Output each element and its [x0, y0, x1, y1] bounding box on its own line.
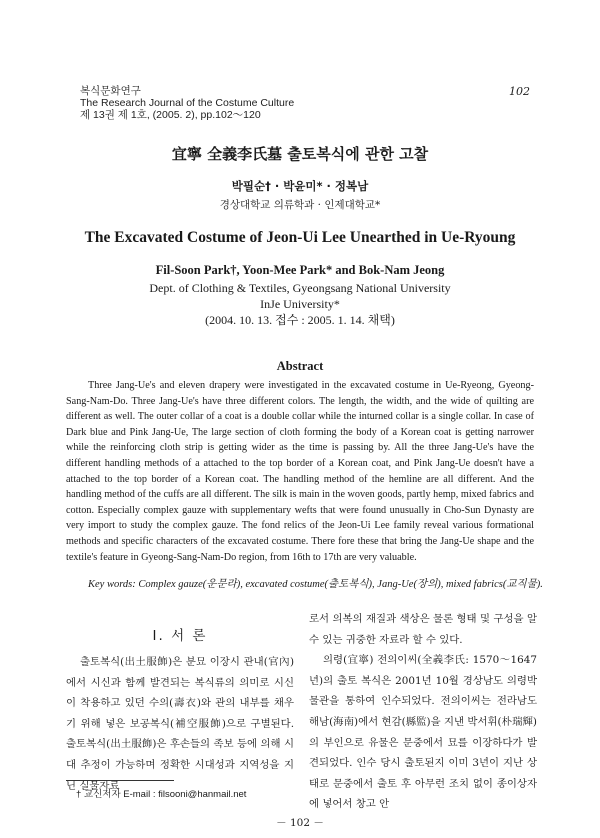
english-author-block	[0, 262, 600, 328]
body-column-right	[309, 609, 537, 815]
affiliation-en-1: Dept. of Clothing & Textiles, Gyeongsang National University	[149, 281, 451, 295]
body-paragraph: 로서 의복의 재질과 색상은 물론 형태 및 구성을 알 수 있는 귀중한 자료라 할 수 있다.	[309, 613, 537, 646]
authors-ko: 박필순† · 박윤미* · 정복남	[231, 179, 369, 193]
journal-title-ko: 복식문화연구	[80, 85, 141, 97]
affiliation-en-2: InJe University*	[260, 297, 340, 311]
paper-title-ko: 宜寧 全義李氏墓 출토복식에 관한 고찰	[171, 145, 429, 163]
journal-title-en: The Research Journal of the Costume Culture	[80, 97, 295, 109]
abstract-heading: Abstract	[276, 359, 324, 373]
body-column-left: 출토복식(出土服飾)은 분묘 이장시 관내(官內)에서 시신과 함께 발견되는 복식류의 의미로 시신이 착용하고 있던 수의(壽衣)와 관의 내부를 채우기 위해 넣은 보공복식(補空服飾)으로 구별된다. 출토복식(出土服飾)은 후손들의 족보 등에 의해 시대 추정이 가능하며 정확한 시대성과 지역성을 지닌 실물자료	[66, 656, 294, 792]
journal-header	[80, 85, 294, 121]
body-paragraph: 의령(宜寧) 전의이씨(全義李氏: 1570～1647년)의 출토 복식은 2001년 10월 경상남도 의령박물관을 통하여 인수되었다. 전의이씨는 전라남도 해남(海南)에서 현감(縣監)을 지낸 박서휘(朴瑞輝)의 부인으로 유물은 문중에서 묘를 이장하다가 발견되었다. 인수 당시 출토된지 이미 3년이 지난 상태로 문중에서 출토 후 아무런 조치 없이 종이상자에 넣어서 창고 안	[309, 654, 537, 811]
footnote-divider	[66, 780, 174, 781]
paper-title-en: The Excavated Costume of Jeon-Ui Lee Unearthed in Ue-Ryoung	[84, 229, 516, 246]
page-footer-number: － 102 －	[276, 817, 324, 829]
footnote: † 교신저자 E-mail : filsooni@hanmail.net	[76, 789, 247, 800]
abstract-text: Three Jang-Ue's and eleven drapery were investigated in the excavated costume in Ue-Ryeong, Gyeong-Sang-Nam-Do. Three Jang-Ue's have three different colors. The length, the width, and the wide of quilting are different as well. The outer collar of a coat is a double collar while the inturned collar is a single collar. In case of Dark blue and Pink Jang-Ue, The large section of cloth forming the body of a Korean coat is getting narrower while the reinforcing cloth strip is getting wider as the time is passing by. All the three Jang-Ue's have the different handling methods of a attached to the top border of a Korean coat, and Pink Jang-Ue doesn't have a attached to the top border of a Korean coat. The handling method of the hemline are all different. And the handling method of the cuffs are all different. The silk is main in the woven goods, partly hemp, mixed fabrics and cotton. Especially complex gauze with supplementary wefts that were found unusually in Cho-Sun Dynasty are very import to study the complex gauze. The fond relics of the Jeon-Ui Lee family reveal various formational methods and specific characters of the excavated costume. There fore these that bring the Jang-Ue shape and the textile's feature in Gyeong-Sang-Nam-Do region, from 16th to 17th are very valuable.	[66, 380, 534, 563]
keywords: Key words: Complex gauze(운문라), excavated costume(출토복식), Jang-Ue(장의), mixed fabrics(교직물).	[88, 579, 543, 590]
volume-issue: 제 13권 제 1호, (2005. 2), pp.102～120	[80, 109, 261, 121]
received-accepted-dates: (2004. 10. 13. 접수 : 2005. 1. 14. 채택)	[205, 313, 395, 327]
affiliation-ko: 경상대학교 의류학과 · 인제대학교*	[219, 199, 381, 211]
header-page-number: 102	[509, 85, 530, 98]
section-heading-introduction: I. 서 론	[152, 628, 208, 644]
authors-en: Fil-Soon Park†, Yoon-Mee Park* and Bok-Nam Jeong	[155, 263, 445, 277]
